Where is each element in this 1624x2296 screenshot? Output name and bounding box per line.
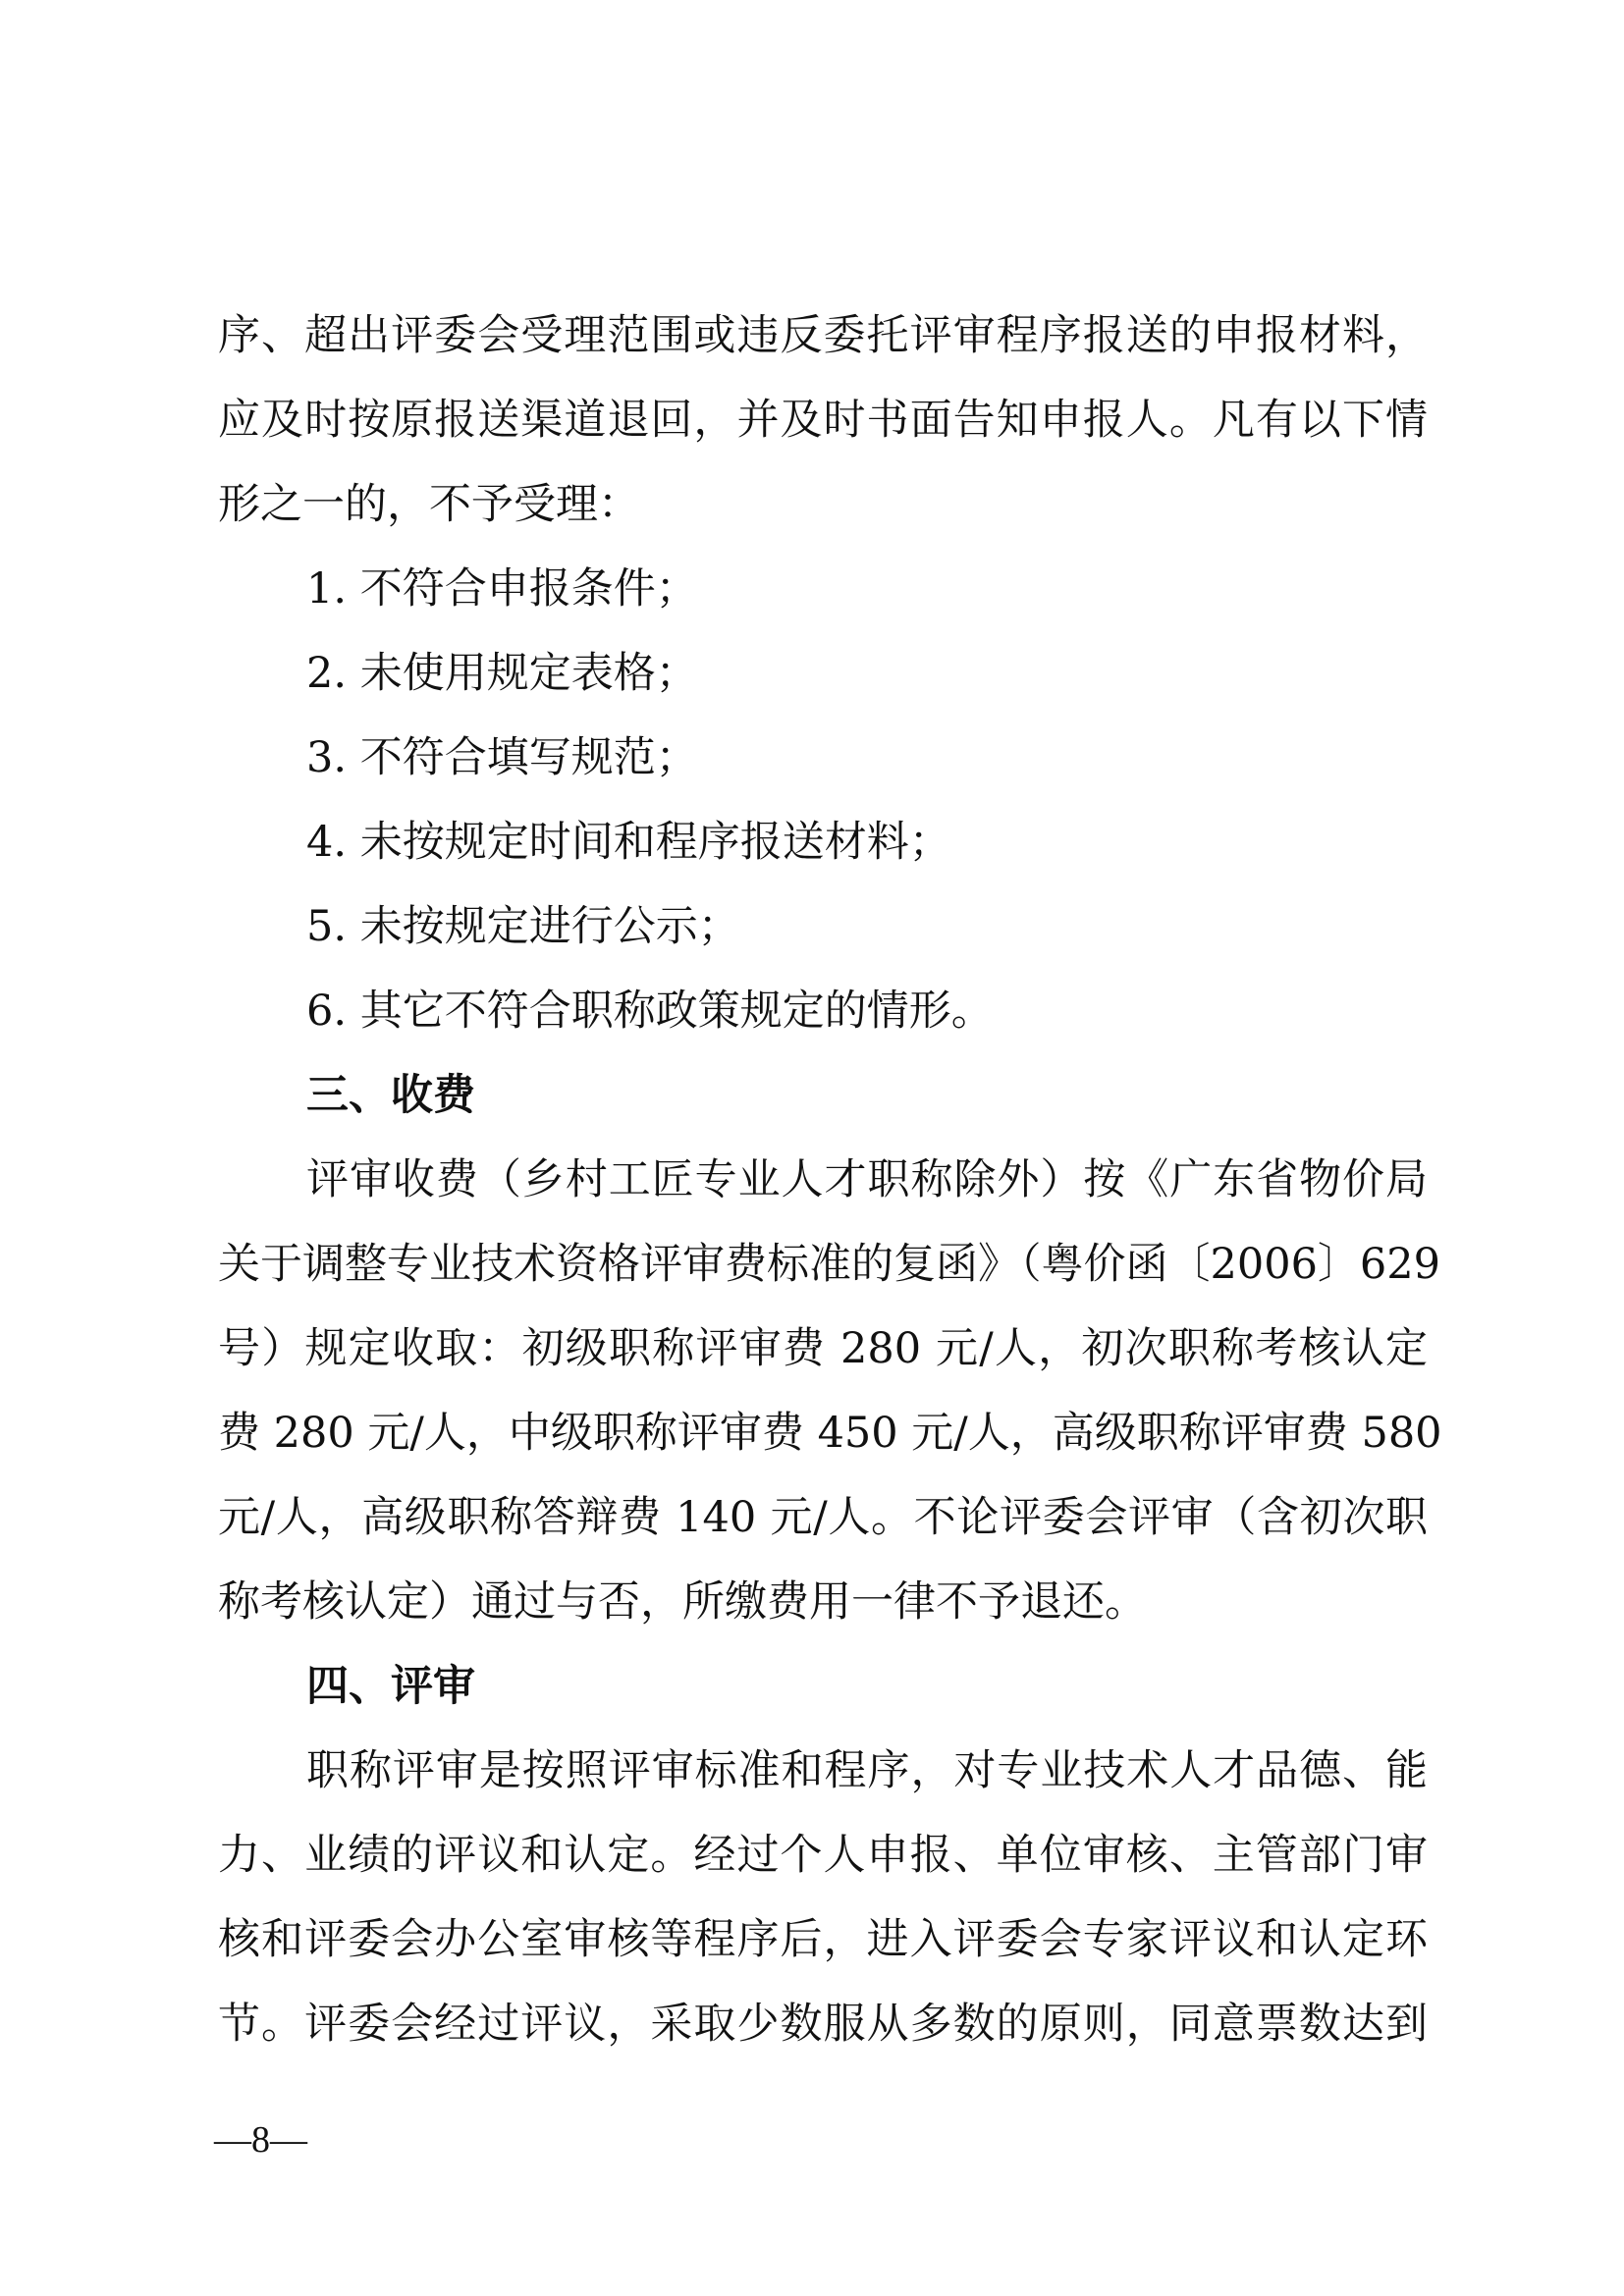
paragraph-line: 费 280 元/人，中级职称评审费 450 元/人，高级职称评审费 580 — [218, 1409, 1442, 1458]
list-item: 3. 不符合填写规范； — [306, 733, 698, 782]
paragraph-line: 力、业绩的评议和认定。经过个人申报、单位审核、主管部门审 — [218, 1831, 1428, 1880]
paragraph-line: 号）规定收取：初级职称评审费 280 元/人，初次职称考核认定 — [218, 1324, 1428, 1373]
paragraph-line: 称考核认定）通过与否，所缴费用一律不予退还。 — [218, 1577, 1147, 1627]
list-item: 2. 未使用规定表格； — [306, 649, 698, 698]
paragraph-line: 评审收费（乡村工匠专业人才职称除外）按《广东省物价局 — [306, 1155, 1428, 1204]
paragraph-line: 核和评委会办公室审核等程序后，进入评委会专家评议和认定环 — [218, 1915, 1428, 1964]
list-item: 4. 未按规定时间和程序报送材料； — [306, 818, 951, 867]
list-item: 6. 其它不符合职称政策规定的情形。 — [306, 987, 994, 1036]
list-item: 5. 未按规定进行公示； — [306, 902, 740, 951]
paragraph-line: 序、超出评委会受理范围或违反委托评审程序报送的申报材料， — [218, 311, 1428, 360]
paragraph-line: 职称评审是按照评审标准和程序，对专业技术人才品德、能 — [306, 1746, 1428, 1795]
page-number: —8— — [214, 2119, 307, 2161]
section-heading: 四、评审 — [306, 1662, 475, 1711]
paragraph-line: 关于调整专业技术资格评审费标准的复函》（粤价函〔2006〕629 — [218, 1240, 1441, 1289]
paragraph-line: 形之一的，不予受理： — [218, 480, 640, 529]
list-item: 1. 不符合申报条件； — [306, 564, 698, 614]
paragraph-line: 元/人，高级职称答辩费 140 元/人。不论评委会评审（含初次职 — [218, 1493, 1428, 1542]
paragraph-line: 应及时按原报送渠道退回，并及时书面告知申报人。凡有以下情 — [218, 396, 1428, 445]
paragraph-line: 节。评委会经过评议，采取少数服从多数的原则，同意票数达到 — [218, 2000, 1428, 2049]
section-heading: 三、收费 — [306, 1071, 475, 1120]
